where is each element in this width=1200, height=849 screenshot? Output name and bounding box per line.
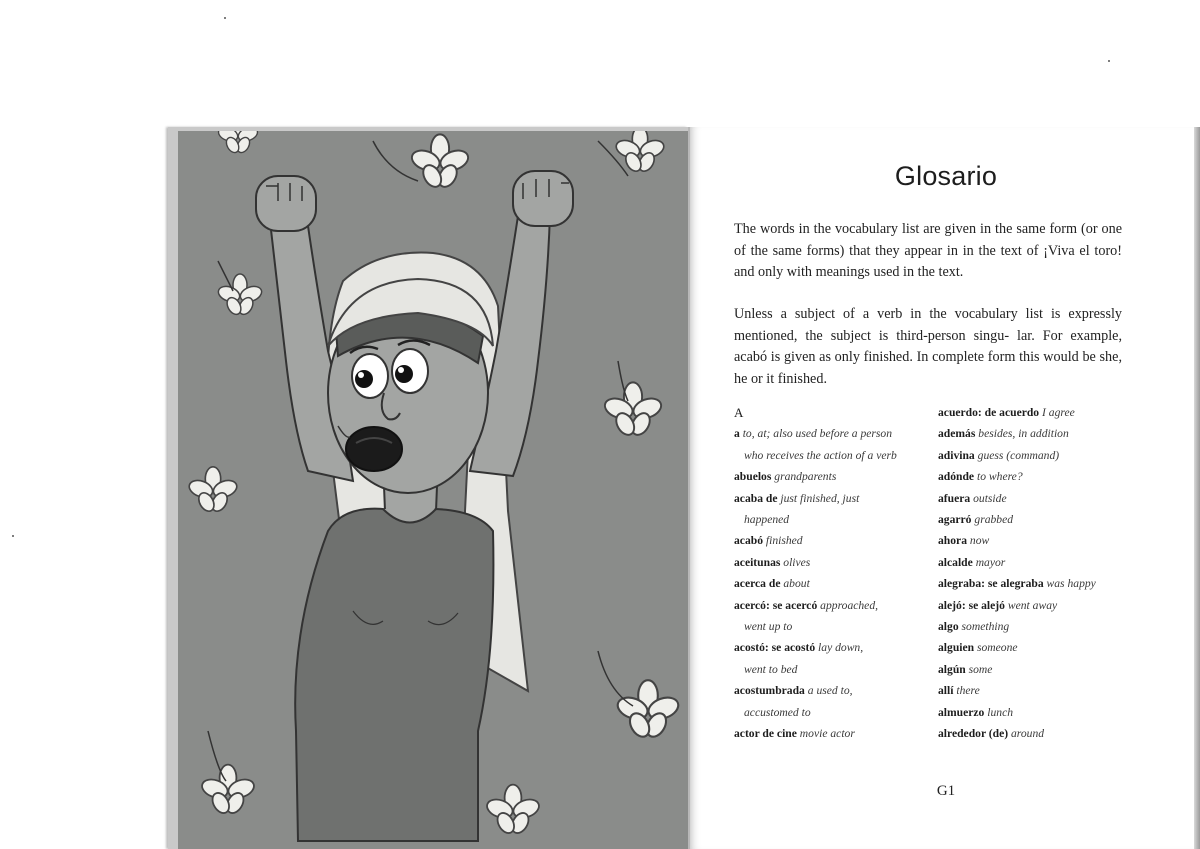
glossary-entry: acercó: se acercó approached,	[734, 598, 879, 612]
glossary-entry: ahora now	[938, 534, 990, 548]
glossary-entry-continuation: who receives the action of a verb	[744, 448, 897, 462]
glossary-entry: alguien someone	[938, 641, 1018, 655]
glossary-entry: almuerzo lunch	[938, 705, 1014, 719]
glossary-entry: alejó: se alejó went away	[938, 598, 1058, 612]
scan-dust-speck	[12, 535, 14, 537]
glossary-entry-continuation: went to bed	[744, 662, 798, 676]
glossary-entry: acaba de just finished, just	[734, 491, 860, 505]
glossary-entry: agarró grabbed	[938, 513, 1014, 527]
glossary-entry: algún some	[938, 662, 993, 676]
falling-flower	[217, 131, 260, 155]
falling-flower	[200, 765, 257, 816]
falling-flower	[409, 134, 471, 190]
glossary-entry-continuation: accustomed to	[744, 705, 811, 719]
right-page-glossary	[688, 127, 1200, 849]
glossary-entry: acuerdo: de acuerdo I agree	[938, 406, 1075, 419]
falling-flower	[485, 785, 542, 836]
glossary-entry: afuera outside	[938, 491, 1007, 505]
glossary-entry: actor de cine movie actor	[734, 727, 855, 741]
glossary-entry: acostó: se acostó lay down,	[734, 641, 864, 655]
glossary-entry: acabó finished	[734, 534, 803, 548]
falling-flower	[602, 382, 664, 438]
page-edge-shadow	[1194, 127, 1200, 849]
glossary-entry: alrededor (de) around	[938, 727, 1045, 741]
scan-dust-speck	[1108, 60, 1110, 62]
glossary-entry: abuelos grandparents	[734, 470, 837, 484]
glossary-entry: aceitunas olives	[734, 555, 811, 569]
falling-flower	[187, 467, 239, 514]
glossary-entry: algo something	[938, 620, 1010, 634]
glossary-column-right	[938, 402, 1138, 745]
glossary-entry: además besides, in addition	[938, 427, 1069, 441]
intro-paragraph-1: The words in the vocabulary list are given in the same form (or one of the same forms) that they appear in in the text of ¡Viva el toro! and only with meanings used in the text.	[734, 221, 1122, 280]
intro-paragraph-2: Unless a subject of a verb in the vocabulary list is expressly mentioned, the subject is third-person singu- lar. For example, acabó is given as only finished. In complete form this would be she, he or it finished.	[734, 306, 1122, 387]
glossary-entry: a to, at; also used before a person	[734, 427, 893, 441]
glossary-entry: acerca de about	[734, 577, 810, 591]
glossary-entry: adónde to where?	[938, 470, 1023, 484]
glossary-entry: adivina guess (command)	[938, 448, 1060, 462]
glossary-entry-continuation: happened	[744, 513, 790, 527]
left-page-illustration	[168, 127, 688, 849]
glossary-entry: alcalde mayor	[938, 555, 1006, 569]
glossary-entry: alegraba: se alegraba was happy	[938, 577, 1096, 591]
falling-flower	[615, 680, 681, 740]
section-letter: A	[734, 405, 744, 420]
glossary-entry: allí there	[938, 684, 980, 698]
page-number: G1	[936, 783, 956, 799]
cheering-girl-illustration	[178, 131, 688, 849]
page-title: Glosario	[894, 161, 998, 191]
glossary-entry-continuation: went up to	[744, 620, 793, 634]
glossary-column-left	[734, 402, 930, 745]
falling-flower	[216, 274, 263, 317]
glossary-entry: acostumbrada a used to,	[734, 684, 853, 698]
scan-dust-speck	[224, 17, 226, 19]
illustration-background	[178, 131, 688, 849]
